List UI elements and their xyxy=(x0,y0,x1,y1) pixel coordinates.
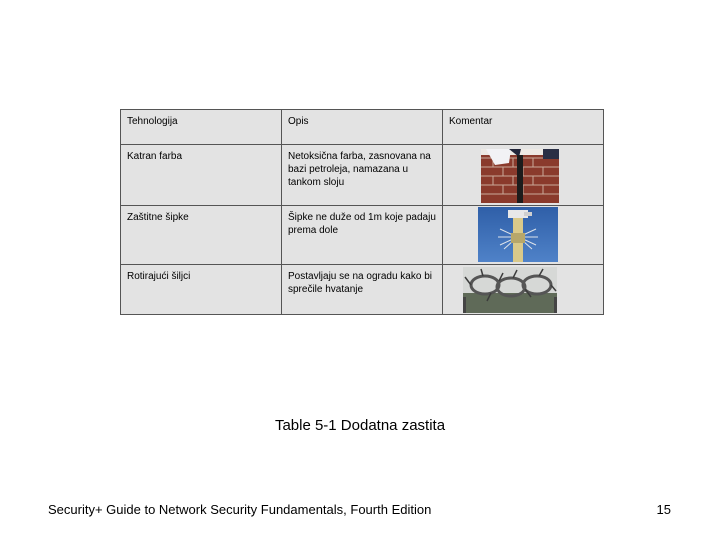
cell-technology xyxy=(121,145,282,206)
cell-description xyxy=(282,265,443,315)
description-text: Postavljaju se na ogradu kako bi sprečile hvatanje xyxy=(288,271,432,295)
tar-paint-wall-photo-icon xyxy=(481,149,559,203)
cell-comment-image xyxy=(443,265,604,315)
page-number: 15 xyxy=(656,502,671,517)
cell-description xyxy=(282,145,443,206)
description-text: Netoksična farba, zasnovana na bazi petroleja, namazana u tankom sloju xyxy=(288,151,431,188)
header-cell-description xyxy=(282,110,443,145)
footer-title: Security+ Guide to Network Security Fundamentals, Fourth Edition xyxy=(48,502,432,517)
table-row xyxy=(121,265,604,315)
header-comment-label: Komentar xyxy=(449,116,493,127)
cell-comment-image xyxy=(443,206,604,265)
cell-technology xyxy=(121,206,282,265)
description-text: Šipke ne duže od 1m koje padaju prema dole xyxy=(288,212,436,236)
technology-text: Zaštitne šipke xyxy=(127,212,189,223)
header-cell-comment xyxy=(443,110,604,145)
cell-technology xyxy=(121,265,282,315)
table-row xyxy=(121,145,604,206)
table-row xyxy=(121,206,604,265)
technology-text: Rotirajući šiljci xyxy=(127,271,191,282)
cell-comment-image xyxy=(443,145,604,206)
anti-climb-spikes-pole-photo-icon xyxy=(478,207,558,262)
table-header-row xyxy=(121,110,604,145)
table-caption: Table 5-1 Dodatna zastita xyxy=(274,417,446,434)
rotating-spikes-fence-photo-icon xyxy=(463,267,557,313)
header-technology-label: Tehnologija xyxy=(127,116,178,127)
header-description-label: Opis xyxy=(288,116,309,127)
technology-text: Katran farba xyxy=(127,151,183,162)
security-table xyxy=(120,109,604,315)
cell-description xyxy=(282,206,443,265)
header-cell-technology xyxy=(121,110,282,145)
